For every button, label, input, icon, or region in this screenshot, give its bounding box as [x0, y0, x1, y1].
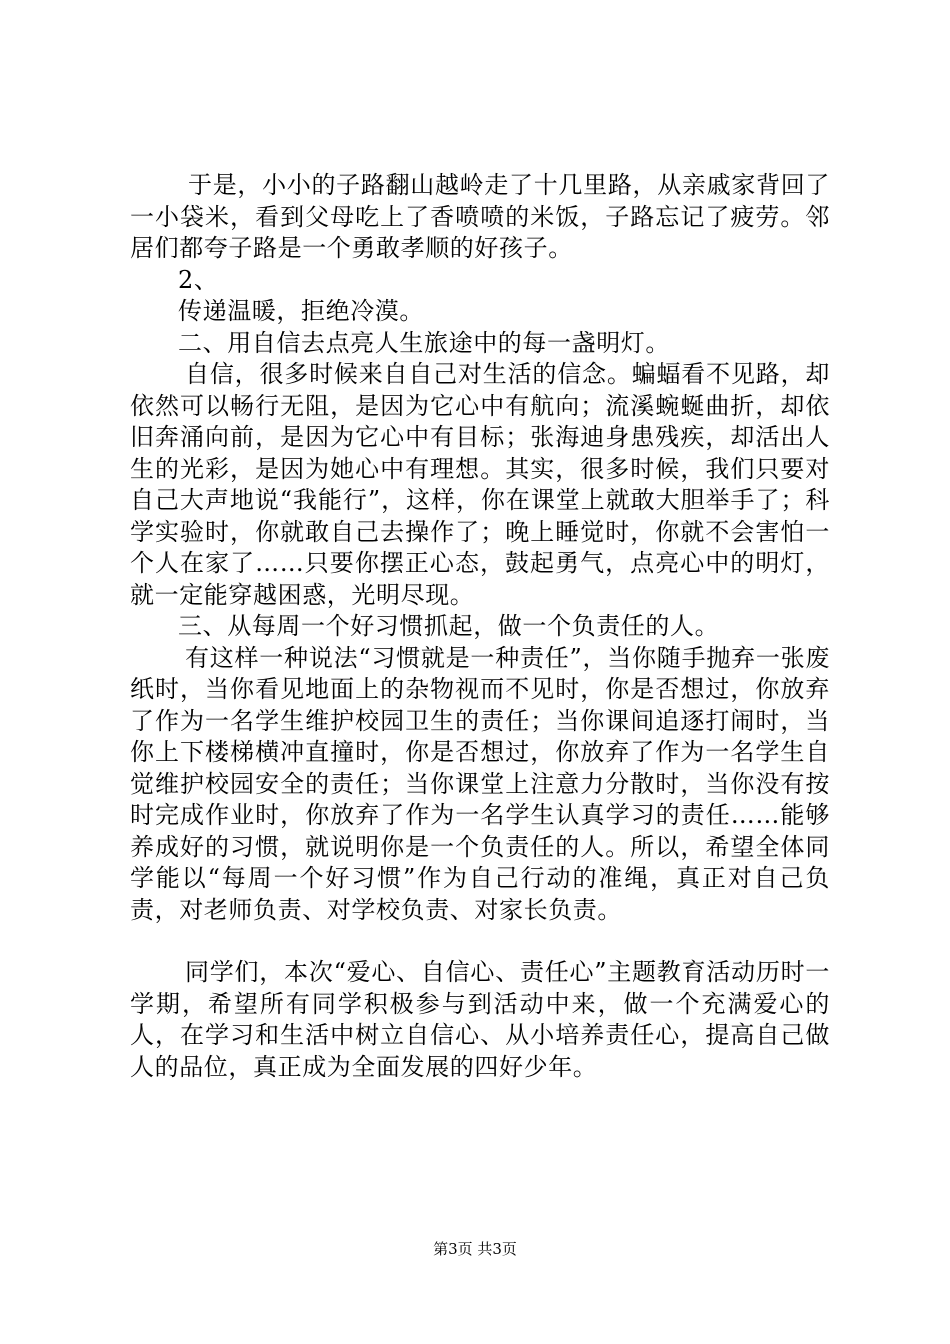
list-number-2: 2、 [178, 265, 219, 294]
document-body [130, 170, 830, 1083]
heading-section-three: 三、从每周一个好习惯抓起，做一个负责任的人。 [178, 612, 720, 640]
paragraph-conclusion: 同学们，本次“爱心、自信心、责任心”主题教育活动历时一学期，希望所有同学积极参与到活动中来，做一个充满爱心的人，在学习和生活中树立自信心、从小培养责任心，提高自己做人的品位，真正成为全面发展的四好少年。 [130, 958, 830, 1081]
page-footer: 第3页 共3页 [433, 1240, 517, 1258]
paragraph-gap [130, 926, 830, 957]
paragraph-warmth: 传递温暖，拒绝冷漠。 [178, 297, 424, 325]
paragraph-story-ending: 于是，小小的子路翻山越岭走了十几里路，从亲戚家背回了一小袋米，看到父母吃上了香喷喷的米饭，子路忘记了疲劳。邻居们都夸子路是一个勇敢孝顺的好孩子。 [130, 171, 830, 262]
heading-section-two: 二、用自信去点亮人生旅途中的每一盏明灯。 [178, 328, 670, 357]
paragraph-habits: 有这样一种说法“习惯就是一种责任”，当你随手抛弃一张废纸时，当你看见地面上的杂物视而不见时，你是否想过，你放弃了作为一名学生维护校园卫生的责任；当你课间追逐打闹时，当你上下楼梯横冲直撞时，你是否想过，你放弃了作为一名学生自觉维护校园安全的责任；当你课堂上注意力分散时，当你没有按时完成作业时，你放弃了作为一名学生认真学习的责任……能够养成好的习惯，就说明你是一个负责任的人。所以，希望全体同学能以“每周一个好习惯”作为自己行动的准绳，真正对自己负责，对老师负责、对学校负责、对家长负责。 [130, 643, 830, 924]
paragraph-confidence: 自信，很多时候来自自己对生活的信念。蝙蝠看不见路，却依然可以畅行无阻，是因为它心中有航向；流溪蜿蜒曲折，却依旧奔涌向前，是因为它心中有目标；张海迪身患残疾，却活出人生的光彩，是因为她心中有理想。其实，很多时候，我们只要对自己大声地说“我能行”，这样，你在课堂上就敢大胆举手了；科学实验时，你就敢自己去操作了；晚上睡觉时，你就不会害怕一个人在家了……只要你摆正心态，鼓起勇气，点亮心中的明灯，就一定能穿越困惑，光明尽现。 [130, 360, 830, 609]
